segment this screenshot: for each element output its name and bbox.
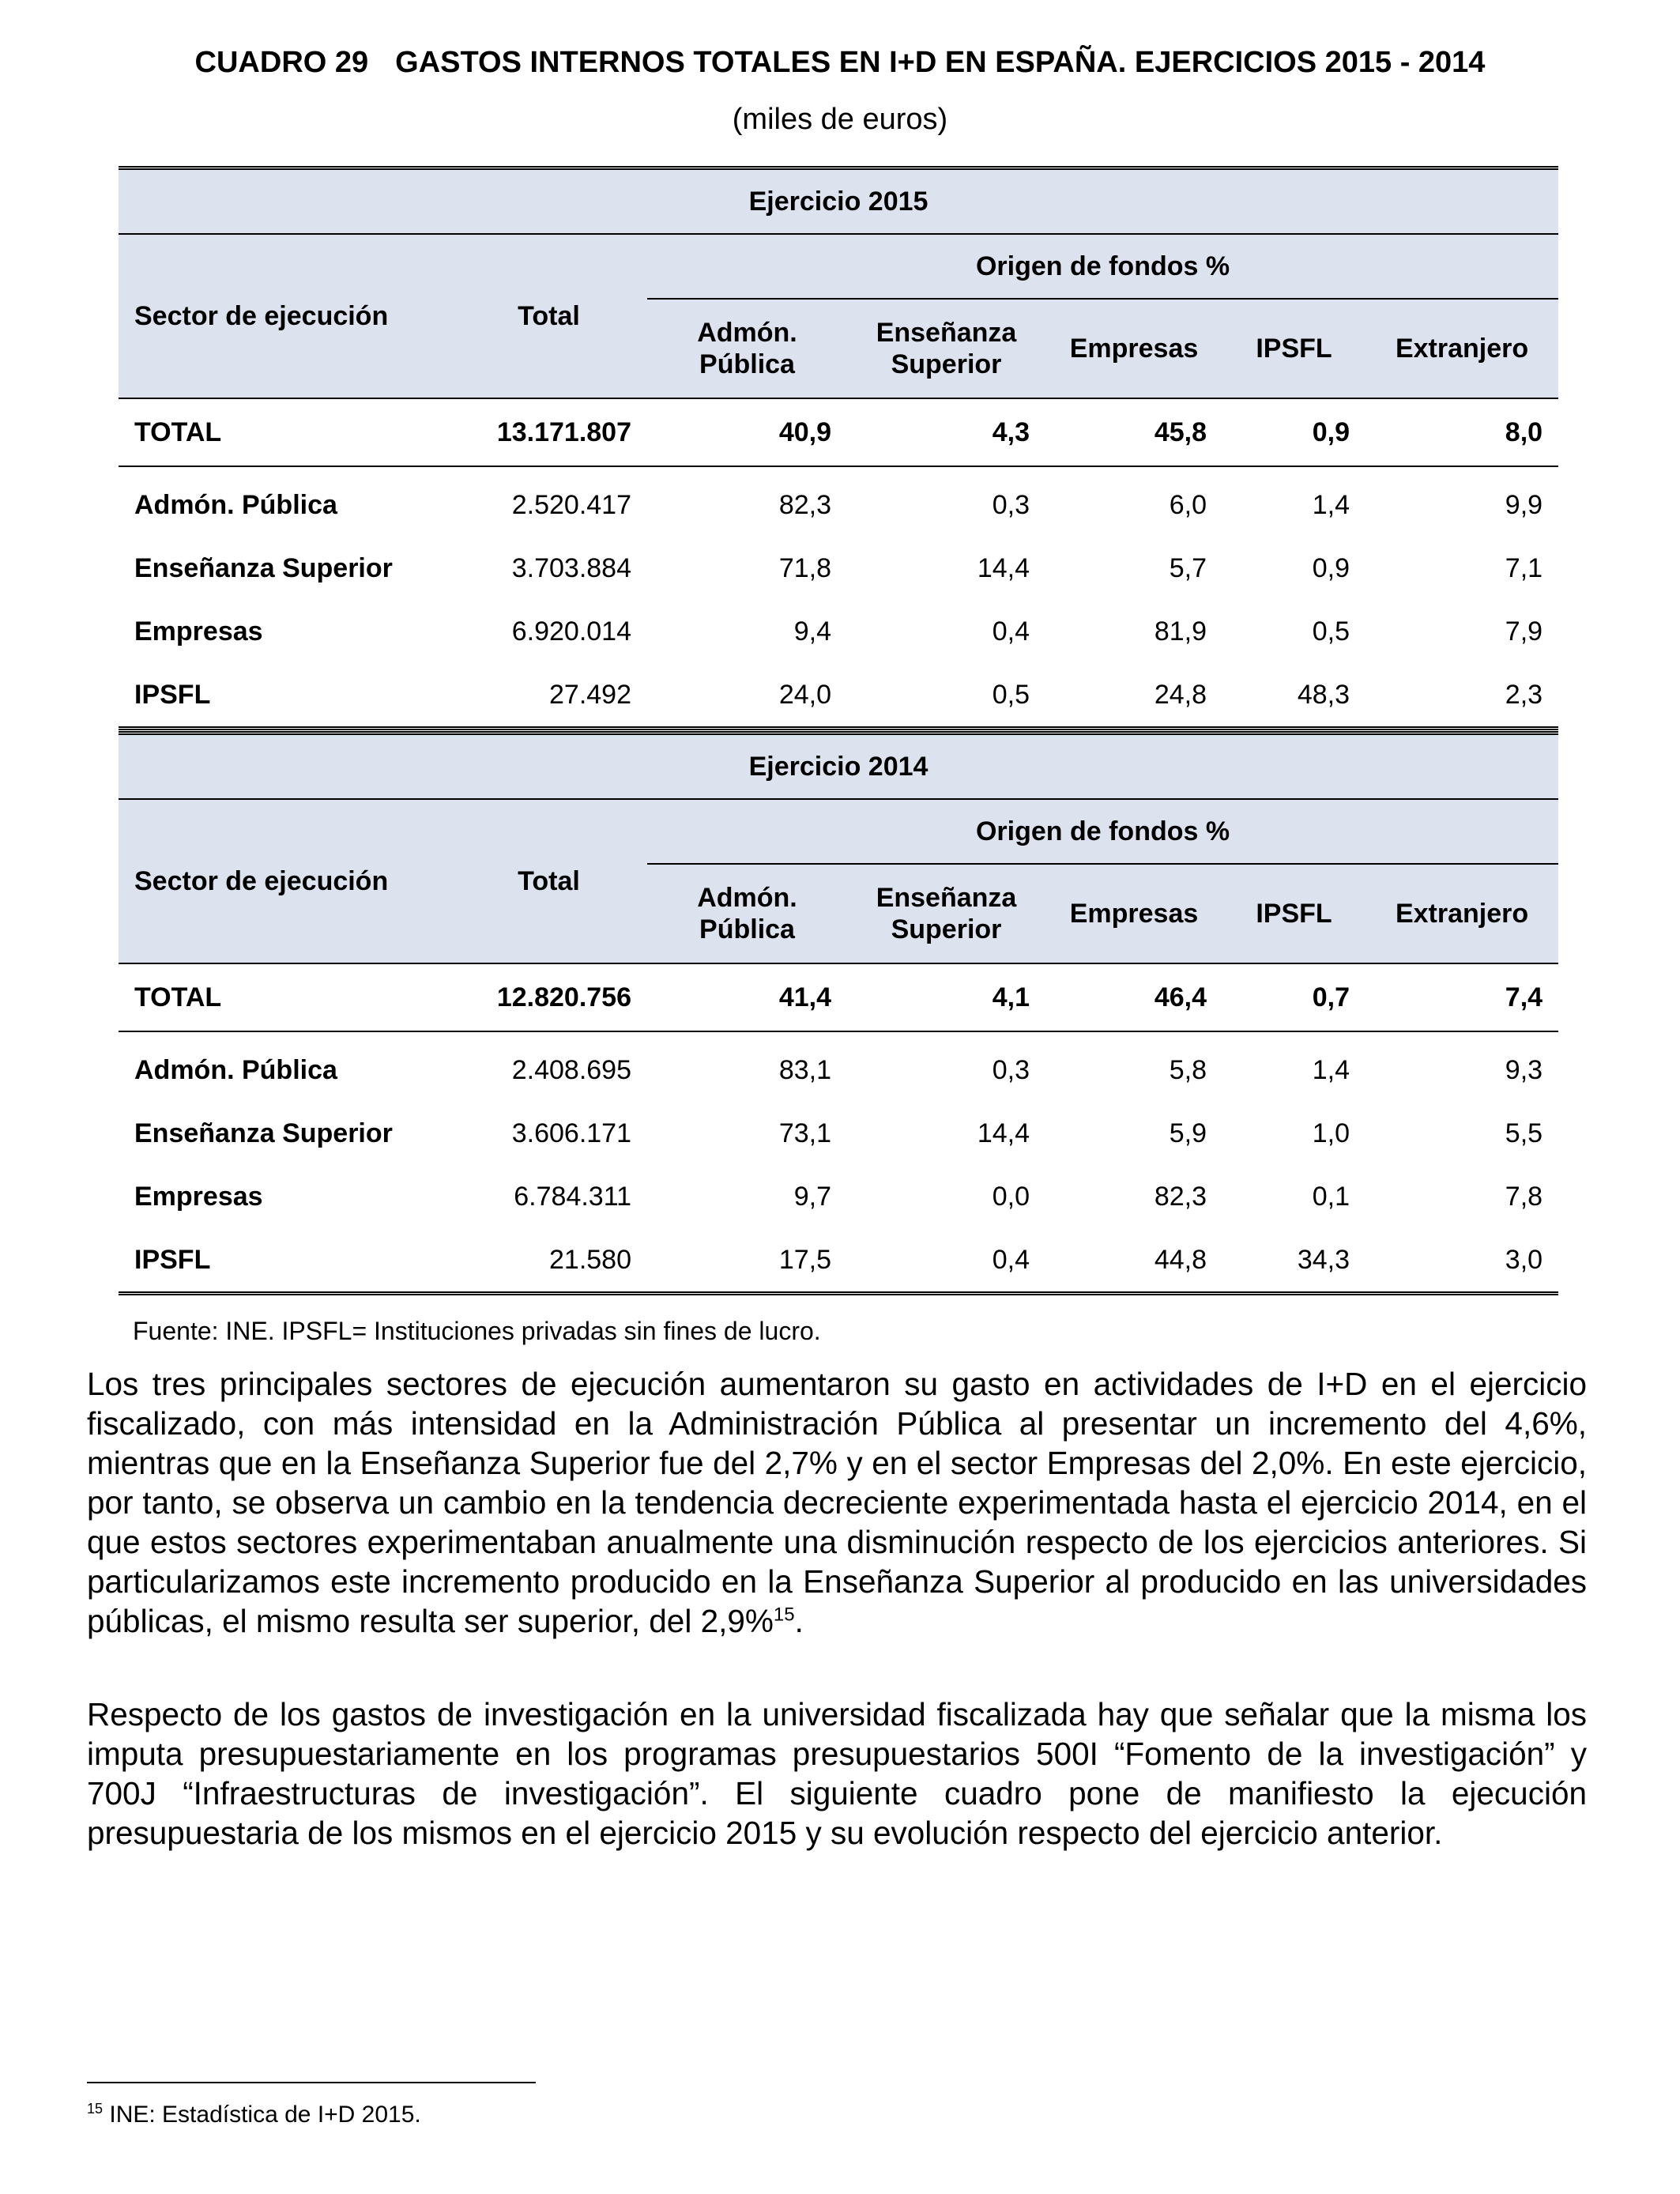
table-2014 xyxy=(119,731,1558,1295)
empresas-column-header: Empresas xyxy=(1069,334,1199,364)
table-row: IPSFL 21.580 17,5 0,4 44,8 34,3 3,0 xyxy=(119,1228,1558,1294)
table-row: Admón. Pública 2.408.695 83,1 0,3 5,8 1,4 9,3 xyxy=(134,1054,1543,1085)
extranjero-column-header: Extranjero xyxy=(1395,899,1529,929)
table-2015 xyxy=(119,166,1558,730)
caption-title: GASTOS INTERNOS TOTALES EN I+D EN ESPAÑA. EJERCICIOS 2015 - 2014 xyxy=(395,46,1486,79)
sector-column-header: Sector de ejecución xyxy=(134,865,389,896)
origin-funds-header: Origen de fondos % xyxy=(647,799,1558,864)
footnote-number: 15 xyxy=(87,2101,104,2117)
body-paragraph-2: Respecto de los gastos de investigación en la universidad fiscalizada hay que señalar que la misma los imputa presupuestariamente en los programas presupuestarios 500I “Fomento de la investigación” y 700J “Infraestructuras de investigación”. El siguiente cuadro pone de manifiesto la ejecución presupuestaria de los mismos en el ejercicio 2015 y su evolución respecto del ejercicio anterior. xyxy=(87,1696,1587,1851)
origin-funds-header: Origen de fondos % xyxy=(647,234,1558,299)
year-header-2015: Ejercicio 2015 xyxy=(119,168,1558,235)
total-row: TOTAL 13.171.807 40,9 4,3 45,8 0,9 8,0 xyxy=(119,398,1558,466)
admon-column-header: Admón. Pública xyxy=(697,883,797,944)
table-row: Empresas 6.920.014 9,4 0,4 81,9 0,5 7,9 xyxy=(134,616,1543,647)
extranjero-column-header: Extranjero xyxy=(1395,334,1529,364)
footnote-reference: 15 xyxy=(773,1604,795,1626)
year-header-2014: Ejercicio 2014 xyxy=(119,733,1558,800)
table-source-note: Fuente: INE. IPSFL= Instituciones privadas sin fines de lucro. xyxy=(133,1317,821,1345)
table-row: Enseñanza Superior 3.703.884 71,8 14,4 5,7 0,9 7,1 xyxy=(134,552,1543,583)
admon-column-header: Admón. Pública xyxy=(697,318,797,379)
footnote xyxy=(87,2101,421,2128)
table-caption xyxy=(0,46,1680,80)
table-row: IPSFL 27.492 24,0 0,5 24,8 48,3 2,3 xyxy=(119,663,1558,729)
footnote-divider xyxy=(87,2082,536,2083)
table-row: Empresas 6.784.311 9,7 0,0 82,3 0,1 7,8 xyxy=(134,1181,1543,1212)
table-row: Admón. Pública 2.520.417 82,3 0,3 6,0 1,4 9,9 xyxy=(134,489,1543,520)
total-column-header: Total xyxy=(518,300,580,331)
sector-column-header: Sector de ejecución xyxy=(134,300,389,331)
table-units: (miles de euros) xyxy=(732,103,948,136)
ipsfl-column-header: IPSFL xyxy=(1256,334,1332,364)
footnote-text: INE: Estadística de I+D 2015. xyxy=(103,2102,421,2128)
caption-number: CUADRO 29 xyxy=(194,46,369,79)
total-column-header: Total xyxy=(518,865,580,896)
body-paragraph-1: Los tres principales sectores de ejecución aumentaron su gasto en actividades de I+D en el ejercicio fiscalizado, con más intensidad en la Administración Pública al presentar un incremento del 4,6%, mientras que en la Enseñanza Superior fue del 2,7% y en el sector Empresas del 2,0%. En este ejercicio, por tanto, se observa un cambio en la tendencia decreciente experimentada hasta el ejercicio 2014, en el que estos sectores experimentaban anualmente una disminución respecto de los ejercicios anteriores. Si particularizamos este incremento producido en la Enseñanza Superior al producido en las universidades públicas, el mismo resulta ser superior, del 2,9%$^{15}$. xyxy=(87,1366,1587,1639)
ensenanza-column-header: Enseñanza Superior xyxy=(876,318,1017,379)
empresas-column-header: Empresas xyxy=(1069,899,1199,929)
table-row: Enseñanza Superior 3.606.171 73,1 14,4 5,9 1,0 5,5 xyxy=(134,1118,1543,1148)
ipsfl-column-header: IPSFL xyxy=(1256,899,1332,929)
ensenanza-column-header: Enseñanza Superior xyxy=(876,883,1017,944)
total-row: TOTAL 12.820.756 41,4 4,1 46,4 0,7 7,4 xyxy=(119,963,1558,1031)
